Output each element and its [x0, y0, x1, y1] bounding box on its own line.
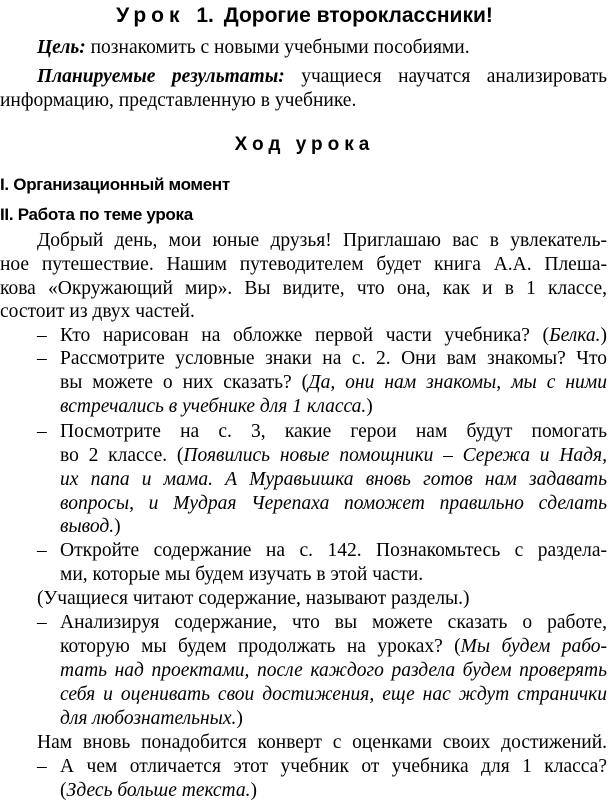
question-5-text: которую мы будем продолжать на уроках? (: [60, 636, 461, 657]
question-3-text: во 2 классе. (: [60, 445, 184, 466]
question-2-answer: Да, они нам знакомы, мы с ними: [308, 372, 607, 393]
goal-line: [37, 36, 470, 60]
question-3-line-1: Посмотрите на с. 3, какие герои нам будут помогать: [60, 421, 607, 442]
lesson-title-prefix: Урок: [116, 4, 185, 27]
question-5-line-1: Анализируя содержание, что вы можете сказать о работе,: [60, 612, 607, 633]
question-5-line-5: [60, 707, 243, 731]
planned-results-text-2: информацию, представленную в учебнике.: [0, 90, 357, 111]
lesson-title-number: 1.: [196, 4, 214, 27]
lesson-title: [0, 2, 609, 30]
dash-bullet: –: [37, 348, 47, 369]
dash-bullet: –: [37, 325, 47, 346]
lesson-flow-heading: Ход урока: [234, 134, 375, 155]
planned-results-text-1: учащиеся научатся анализировать: [301, 66, 608, 87]
dash-bullet: –: [37, 756, 47, 777]
section-heading-2: II. Работа по теме урока: [0, 205, 193, 224]
question-3-answer: Появились новые помощники – Сережа и Надя,: [183, 445, 607, 466]
question-1-text: Кто нарисован на обложке первой части учебника? (: [60, 325, 550, 346]
question-2-line-3: [60, 395, 373, 419]
question-3-line-3: их папа и мама. А Муравьишка вновь готов нам задавать: [60, 469, 607, 490]
question-6-close: ): [250, 780, 257, 801]
question-2-line-2: [60, 371, 607, 395]
dash-bullet: –: [37, 540, 47, 561]
planned-results-label: Планируемые результаты:: [37, 66, 285, 87]
planned-results-line-1: [37, 65, 607, 89]
question-4-line-2: ми, которые мы будем изучать в этой части.: [60, 564, 424, 585]
question-5-line-4: себя и оценивать свои достижения, еще нас ждут странички: [60, 684, 607, 705]
question-6-open: (: [60, 780, 67, 801]
question-5-answer: Мы будем рабо-: [460, 636, 608, 657]
question-6-line-1: А чем отличается этот учебник от учебника для 1 класса?: [60, 756, 607, 777]
question-6-line-2: [60, 779, 257, 803]
question-1-close: ): [600, 325, 607, 346]
dash-bullet: –: [37, 612, 47, 633]
envelope-note: Нам вновь понадобится конверт с оценками своих достижений.: [37, 732, 607, 753]
question-3-answer-end: вывод.: [60, 516, 115, 537]
student-action-note: (Учащиеся читают содержание, называют разделы.): [37, 588, 470, 609]
intro-line-1: Добрый день, мои юные друзья! Приглашаю вас в увлекатель-: [37, 230, 607, 251]
planned-results-line-2: [0, 89, 356, 113]
question-5-answer-end: для любознательных.: [60, 708, 237, 729]
question-5-line-2: [60, 635, 607, 659]
intro-line-3: кова «Окружающий мир». Вы видите, что она, как и в 1 классе,: [0, 278, 607, 299]
question-2-answer-cont: встречались в учебнике для 1 класса.: [60, 396, 367, 417]
goal-text: познакомить с новыми учебными пособиями.: [90, 37, 470, 58]
intro-line-2: ное путешествие. Нашим путеводителем будет книга А.А. Плеша-: [0, 254, 607, 275]
intro-line-4: состоит из двух частей.: [0, 301, 195, 322]
question-3-close: ): [114, 516, 121, 537]
question-3-line-5: [60, 515, 121, 539]
dash-bullet: –: [37, 421, 47, 442]
question-4-line-1: Откройте содержание на с. 142. Познакомьтесь с раздела-: [60, 540, 607, 561]
question-1-answer: Белка.: [549, 325, 601, 346]
question-1-line-1: [60, 324, 607, 348]
question-2-line-1: Рассмотрите условные знаки на с. 2. Они вам знакомы? Что: [60, 348, 607, 369]
goal-label: Цель:: [37, 37, 86, 58]
question-2-close: ): [366, 396, 373, 417]
lesson-title-text: Дорогие второклассники!: [223, 4, 493, 27]
question-5-close: ): [236, 708, 243, 729]
question-3-line-4: вопросы, и Мудрая Черепаха поможет правильно сделать: [60, 493, 607, 514]
question-3-line-2: [60, 444, 607, 468]
question-2-text: вы можете о них сказать? (: [60, 372, 309, 393]
question-6-answer: Здесь больше текста.: [66, 780, 251, 801]
question-5-line-3: тать над проектами, после каждого раздела будем проверять: [60, 660, 607, 681]
section-heading-1: I. Организационный момент: [0, 175, 230, 194]
